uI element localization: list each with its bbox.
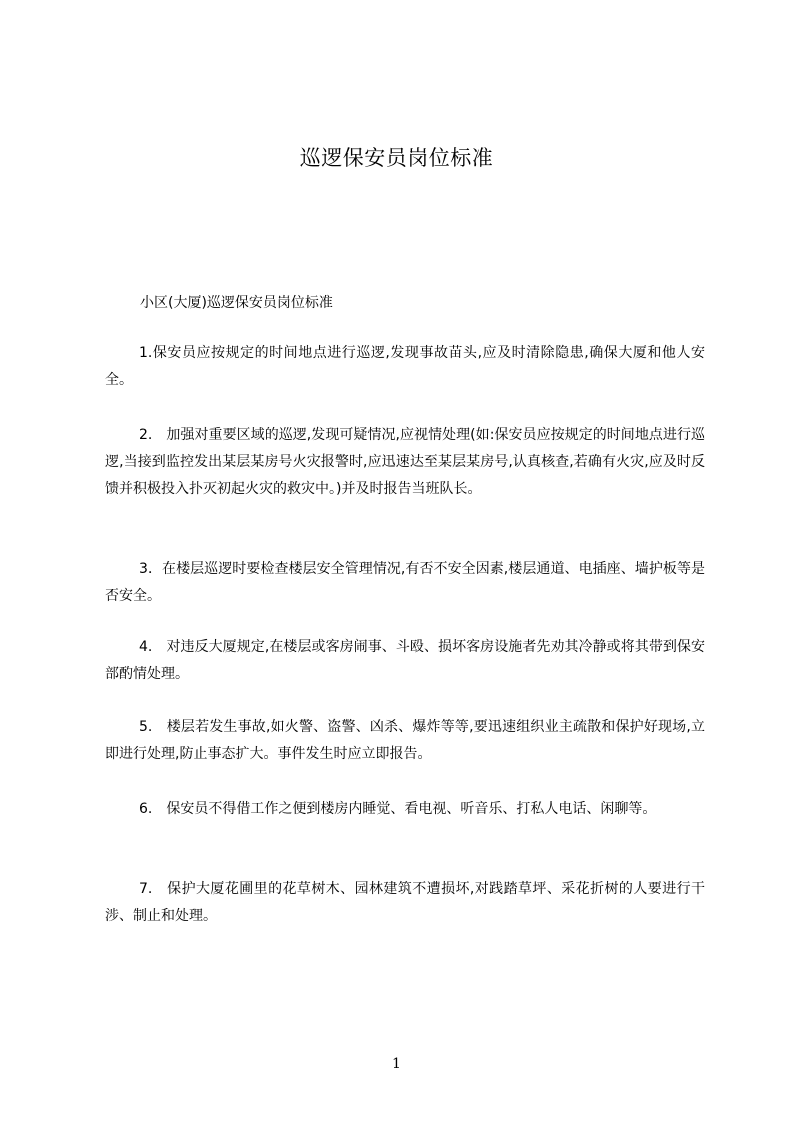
- page-number: 1: [392, 1056, 401, 1072]
- paragraph-5: 5. 楼层若发生事故,如火警、盗警、凶杀、爆炸等等,要迅速组织业主疏散和保护好现场,立即进行处理,防止事态扩大。事件发生时应立即报告。: [105, 719, 705, 762]
- paragraph-6: 6. 保安员不得借工作之便到楼房内睡觉、看电视、听音乐、打私人电话、闲聊等。: [139, 801, 657, 817]
- paragraph-7: 7. 保护大厦花圃里的花草树木、园林建筑不遭损坏,对践踏草坪、采花折树的人要进行干涉、制止和处理。: [105, 881, 705, 924]
- paragraph-2: 2. 加强对重要区域的巡逻,发现可疑情况,应视情处理(如:保安员应按规定的时间地点进行巡逻,当接到监控发出某层某房号火灾报警时,应迅速达至某层某房号,认真核查,若确有火灾,应及时反馈并积极投入扑灭初起火灾的救灾中。)并及时报告当班队长。: [105, 427, 705, 497]
- paragraph-4: 4. 对违反大厦规定,在楼层或客房闹事、斗殴、损坏客房设施者先劝其冷静或将其带到保安部酌情处理。: [105, 639, 705, 682]
- document-subtitle: 小区(大厦)巡逻保安员岗位标准: [140, 295, 333, 311]
- document-title: 巡逻保安员岗位标准: [299, 146, 494, 170]
- paragraph-3: 3．在楼层巡逻时要检查楼层安全管理情况,有否不安全因素,楼层通道、电插座、墙护板等是否安全。: [105, 561, 705, 604]
- paragraph-1: 1.保安员应按规定的时间地点进行巡逻,发现事故苗头,应及时清除隐患,确保大厦和他人安全。: [105, 345, 705, 388]
